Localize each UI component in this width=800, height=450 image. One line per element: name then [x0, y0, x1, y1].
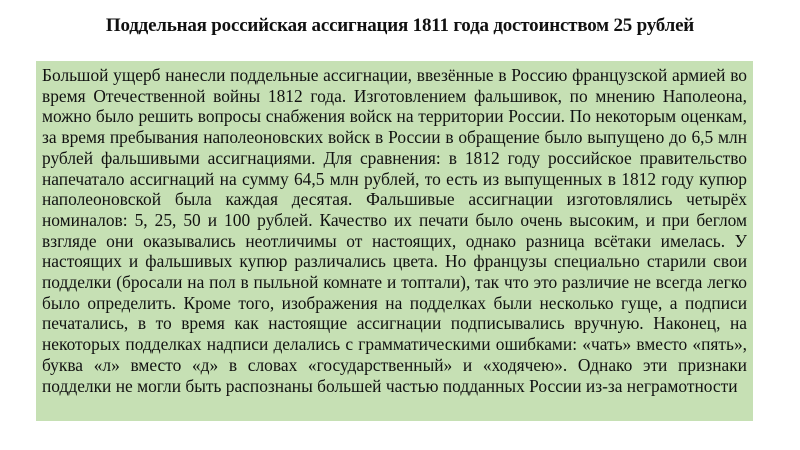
text-box — [36, 61, 753, 421]
slide-title: Поддельная российская ассигнация 1811 года достоинством 25 рублей — [105, 15, 695, 36]
body-paragraph: Большой ущерб нанесли поддельные ассигнации, ввезённые в Россию французской армией во время Отечественной войны 1812 года. Изготовлением фальшивок, по мнению Наполеона, можно было решить вопросы снабжения войск на территории России. По некоторым оценкам, за время пребывания наполеоновских войск в России в обращение было выпущено до 6,5 млн рублей фальшивыми ассигнациями. Для сравнения: в 1812 году российское правительство напечатало ассигнаций на сумму 64,5 млн рублей, то есть из выпущенных в 1812 году купюр наполеоновской была каждая десятая. Фальшивые ассигнации изготовлялись четырёх номиналов: 5, 25, 50 и 100 рублей. Качество их печати было очень высоким, и при беглом взгляде они оказывались неотличимы от настоящих, однако разница всётаки имелась. У настоящих и фальшивых купюр различались цвета. Но французы специально старили свои подделки (бросали на пол в пыльной комнате и топтали), так что это различие не всегда легко было определить. Кроме того, изображения на подделках были несколько гуще, а подписи печатались, в то время как настоящие ассигнации подписывались вручную. Наконец, на некоторых подделках надписи делались с грамматическими ошибками: «чать» вместо «пять», буква «л» вместо «д» в словах «государственный» и «ходячею». Однако эти признаки подделки не могли быть распознаны большей частью подданных России из-за неграмотности — [42, 65, 747, 396]
